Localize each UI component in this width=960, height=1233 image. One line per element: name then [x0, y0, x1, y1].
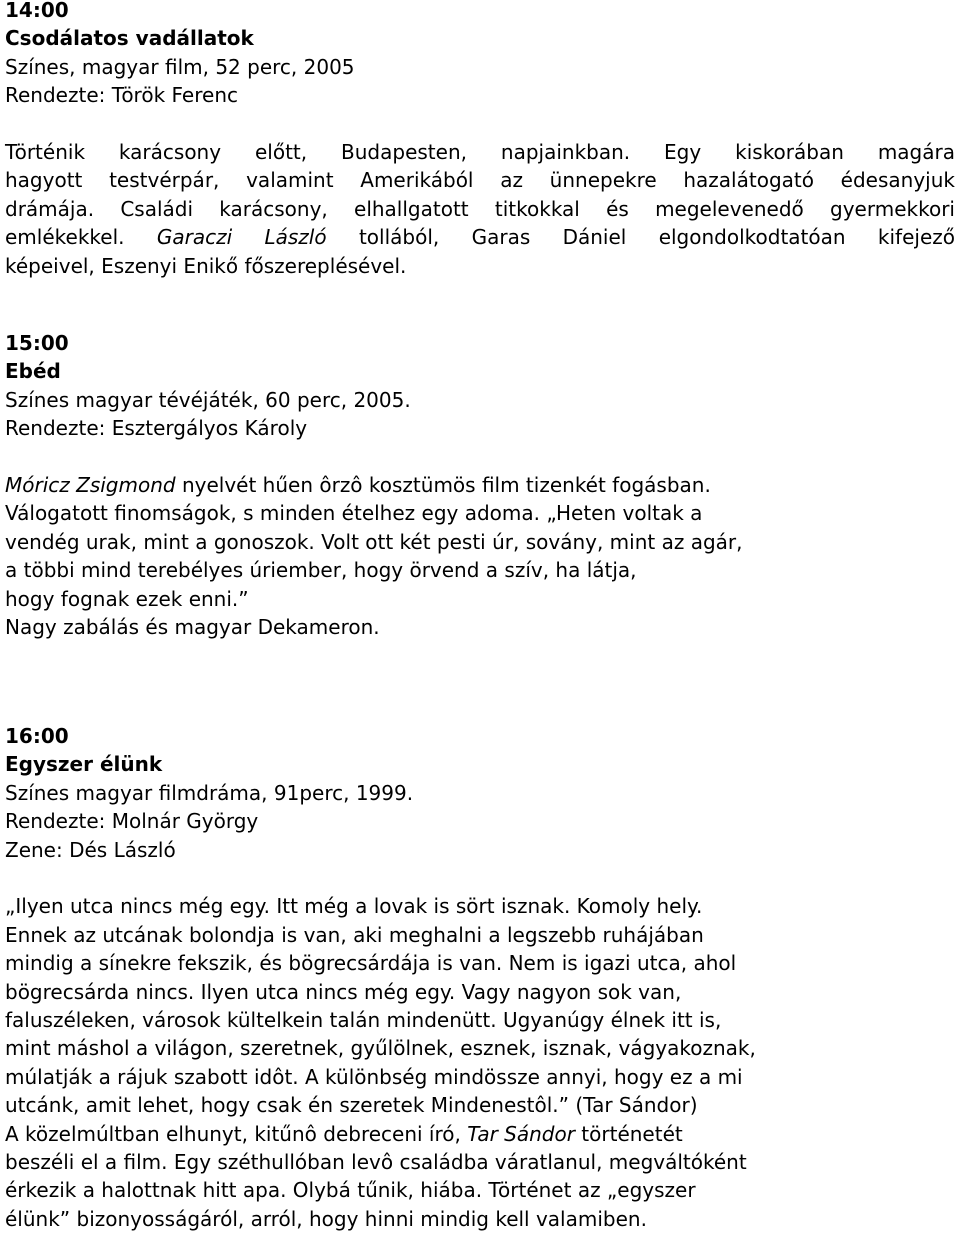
- description-line: drámája. Családi karácsony, elhallgatott titkokkal és megelevenedő gyermekkori: [5, 196, 955, 221]
- description-line: vendég urak, mint a gonoszok. Volt ott két pesti úr, sovány, mint az agár,: [5, 529, 743, 554]
- program-time: 16:00: [5, 724, 69, 748]
- description-line: Válogatott finomságok, s minden ételhez egy adoma. „Heten voltak a: [5, 501, 703, 526]
- description-line: Ennek az utcának bolondja is van, aki meghalni a legszebb ruhájában: [5, 922, 704, 947]
- description-line: élünk” bizonyosságáról, arról, hogy hinni mindig kell valamiben.: [5, 1206, 647, 1231]
- description-line: bögrecsárda nincs. Ilyen utca nincs még egy. Vagy nagyon sok van,: [5, 979, 682, 1004]
- program-time: 15:00: [5, 331, 69, 355]
- author-name: Garaczi László: [156, 225, 327, 250]
- program-entry-1500: [5, 329, 955, 641]
- program-meta: Színes, magyar film, 52 perc, 2005: [5, 54, 355, 79]
- program-title: Egyszer élünk: [5, 752, 163, 777]
- description-line: A közelmúltban elhunyt, kitűnô debreceni író, Tar Sándor történetét: [5, 1121, 683, 1146]
- program-meta: Színes magyar filmdráma, 91perc, 1999.: [5, 780, 414, 805]
- program-director: Rendezte: Molnár György: [5, 809, 259, 834]
- program-entry-1400: [5, 0, 955, 280]
- program-title: Ebéd: [5, 359, 61, 384]
- program-director: Rendezte: Esztergályos Károly: [5, 416, 308, 441]
- program-description: [5, 138, 955, 280]
- description-line: mint máshol a világon, szeretnek, gyűlölnek, esznek, isznak, vágyakoznak,: [5, 1036, 756, 1061]
- description-line: képeivel, Eszenyi Enikő főszereplésével.: [5, 253, 407, 278]
- description-line: a többi mind terebélyes úriember, hogy örvend a szív, ha látja,: [5, 558, 637, 583]
- description-line: „Ilyen utca nincs még egy. Itt még a lovak is sört isznak. Komoly hely.: [5, 894, 703, 919]
- description-line: faluszéleken, városok kültelkein talán mindenütt. Ugyanúgy élnek itt is,: [5, 1008, 722, 1033]
- description-line: Történik karácsony előtt, Budapesten, napjainkban. Egy kiskorában magára: [5, 140, 955, 165]
- description-line: mindig a sínekre fekszik, és bögrecsárdája is van. Nem is igazi utca, ahol: [5, 951, 737, 976]
- author-name: Móricz Zsigmond: [5, 473, 176, 498]
- description-line: utcánk, amit lehet, hogy csak én szeretek Mindenestôl.” (Tar Sándor): [5, 1093, 698, 1118]
- program-director: Rendezte: Török Ferenc: [5, 83, 238, 108]
- description-line: Nagy zabálás és magyar Dekameron.: [5, 615, 380, 640]
- description-line: emlékekkel. Garaczi László tollából, Garas Dániel elgondolkodtatóan kifejező: [5, 225, 955, 250]
- description-line: beszéli el a film. Egy széthullóban levô családba váratlanul, megváltóként: [5, 1150, 747, 1175]
- description-line: múlatják a rájuk szabott idôt. A különbség mindössze annyi, hogy ez a mi: [5, 1064, 743, 1089]
- description-line: hogy fognak ezek enni.”: [5, 586, 249, 611]
- program-meta: Színes magyar tévéjáték, 60 perc, 2005.: [5, 387, 411, 412]
- author-name: Tar Sándor: [467, 1121, 575, 1146]
- program-composer: Zene: Dés László: [5, 837, 176, 862]
- program-time: 14:00: [5, 0, 69, 22]
- description-line: Móricz Zsigmond nyelvét hűen ôrzô kosztümös film tizenkét fogásban.: [5, 473, 711, 498]
- program-title: Csodálatos vadállatok: [5, 26, 254, 51]
- description-line: hagyott testvérpár, valamint Amerikából az ünnepekre hazalátogató édesanyjuk: [5, 168, 955, 193]
- description-line: érkezik a halottnak hitt apa. Olybá tűnik, hiába. Történet az „egyszer: [5, 1178, 696, 1203]
- program-entry-1600: [5, 722, 955, 1233]
